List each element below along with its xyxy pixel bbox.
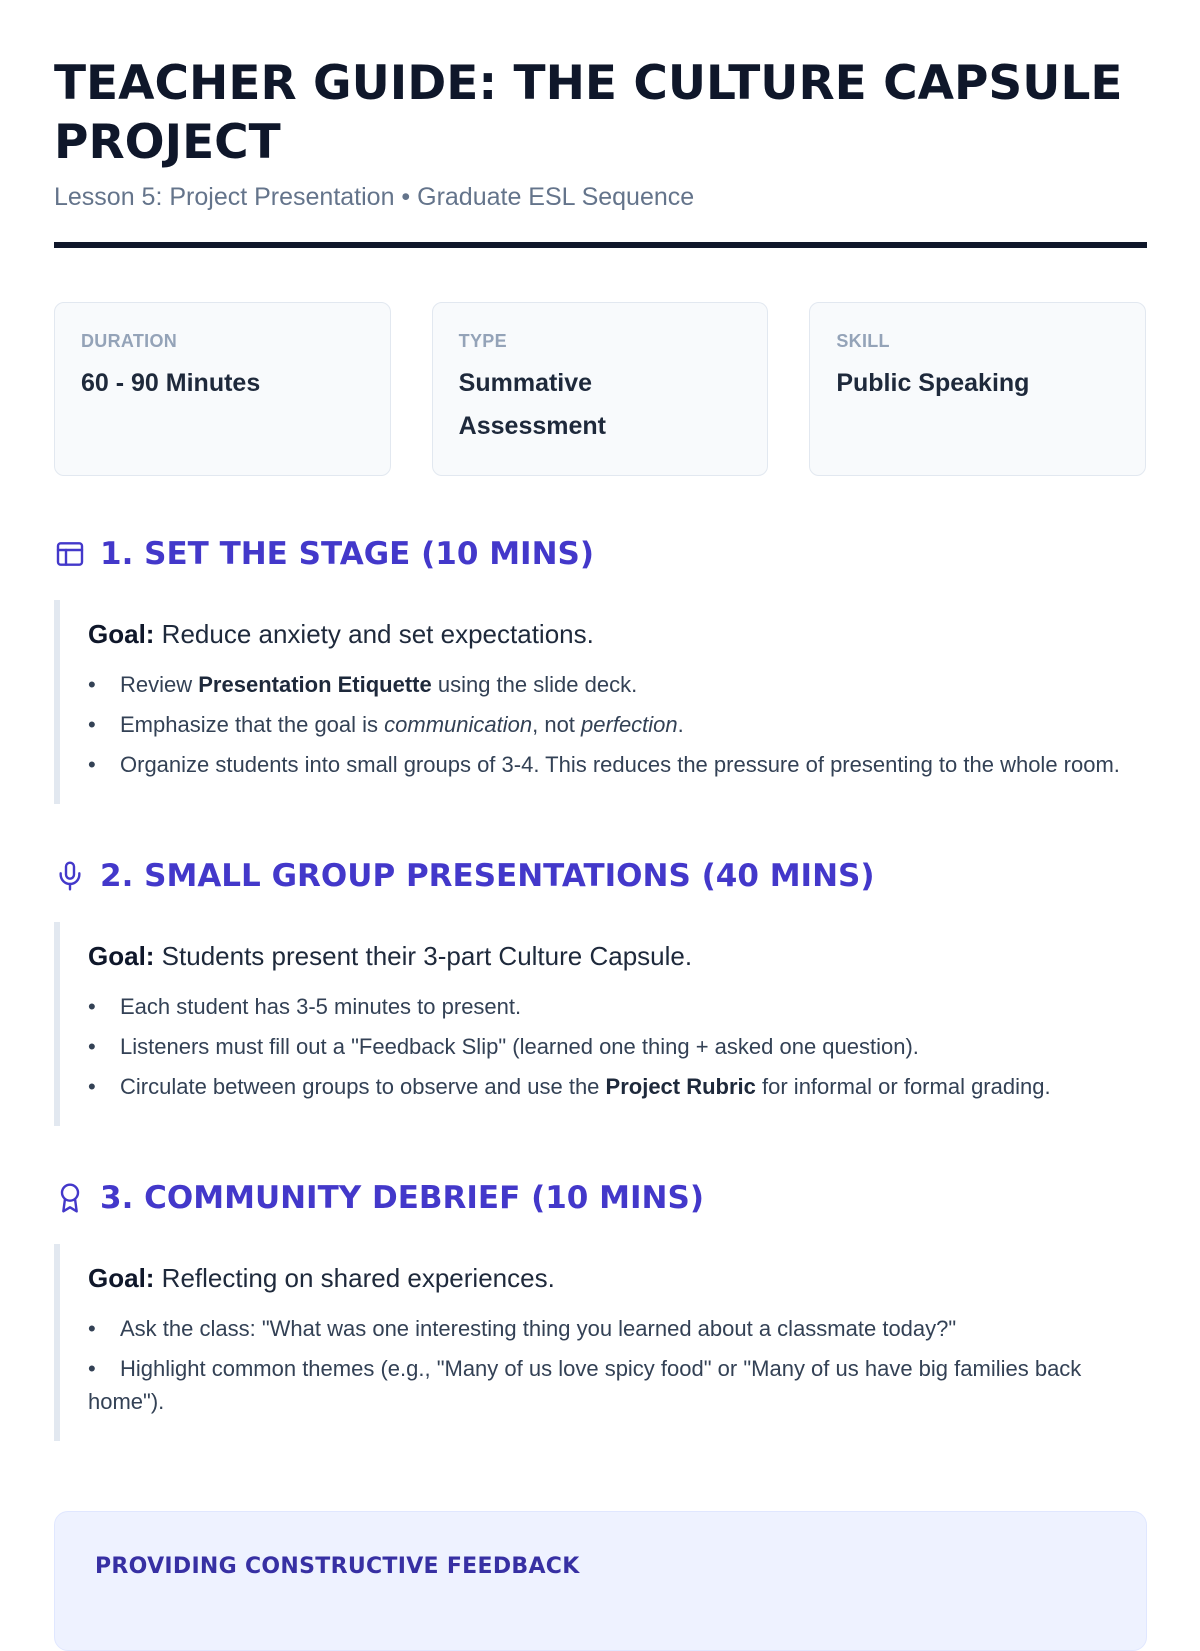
card-label: TYPE [458, 331, 507, 351]
section-title: 1. SET THE STAGE (10 MINS) [100, 536, 595, 572]
list-item: • Each student has 3-5 minutes to present. [88, 994, 522, 1019]
section-set-the-stage [54, 536, 1146, 804]
section-goal: Goal: Reflecting on shared experiences. [88, 1263, 555, 1293]
card-value: Summative Assessment [458, 369, 606, 440]
microphone-icon [54, 860, 86, 892]
section-list [88, 990, 1148, 1103]
list-item: • Emphasize that the goal is communication, not perfection. [88, 712, 684, 737]
section-goal: Goal: Reduce anxiety and set expectations. [88, 619, 594, 649]
layout-icon [54, 538, 86, 570]
duration-card [54, 302, 391, 476]
tip-title: PROVIDING CONSTRUCTIVE FEEDBACK [95, 1554, 580, 1579]
award-icon [54, 1182, 86, 1214]
skill-card [809, 302, 1146, 476]
list-item: • Organize students into small groups of 3-4. This reduces the pressure of presenting to the whole room. [88, 752, 1120, 777]
section-heading [54, 536, 1146, 572]
section-goal: Goal: Students present their 3-part Culture Capsule. [88, 941, 693, 971]
card-label: DURATION [81, 331, 178, 351]
header-divider [54, 242, 1147, 248]
page-subtitle: Lesson 5: Project Presentation • Graduate ESL Sequence [54, 183, 695, 211]
type-card [432, 302, 769, 476]
section-small-group-presentations [54, 858, 1146, 1126]
section-heading [54, 1180, 1146, 1216]
section-heading [54, 858, 1146, 894]
section-list [88, 668, 1148, 781]
card-value: Public Speaking [836, 369, 1030, 397]
section-body [54, 922, 1148, 1126]
section-list [88, 1312, 1148, 1418]
list-item: • Highlight common themes (e.g., "Many of us love spicy food" or "Many of us have big families back home"). [88, 1356, 1082, 1414]
section-title: 2. SMALL GROUP PRESENTATIONS (40 MINS) [100, 858, 875, 894]
card-value: 60 - 90 Minutes [81, 369, 261, 397]
feedback-tip-box [54, 1511, 1147, 1651]
info-cards [54, 302, 1146, 476]
list-item: • Listeners must fill out a "Feedback Slip" (learned one thing + asked one question). [88, 1034, 919, 1059]
section-body [54, 1244, 1148, 1441]
page-title: TEACHER GUIDE: THE CULTURE CAPSULE PROJECT [54, 56, 1123, 170]
card-label: SKILL [836, 331, 890, 351]
section-community-debrief [54, 1180, 1146, 1441]
section-title: 3. COMMUNITY DEBRIEF (10 MINS) [100, 1180, 704, 1216]
section-body [54, 600, 1148, 804]
list-item: • Review Presentation Etiquette using the slide deck. [88, 672, 638, 697]
list-item: • Ask the class: "What was one interesting thing you learned about a classmate today?" [88, 1316, 957, 1341]
list-item: • Circulate between groups to observe and use the Project Rubric for informal or formal grading. [88, 1074, 1051, 1099]
